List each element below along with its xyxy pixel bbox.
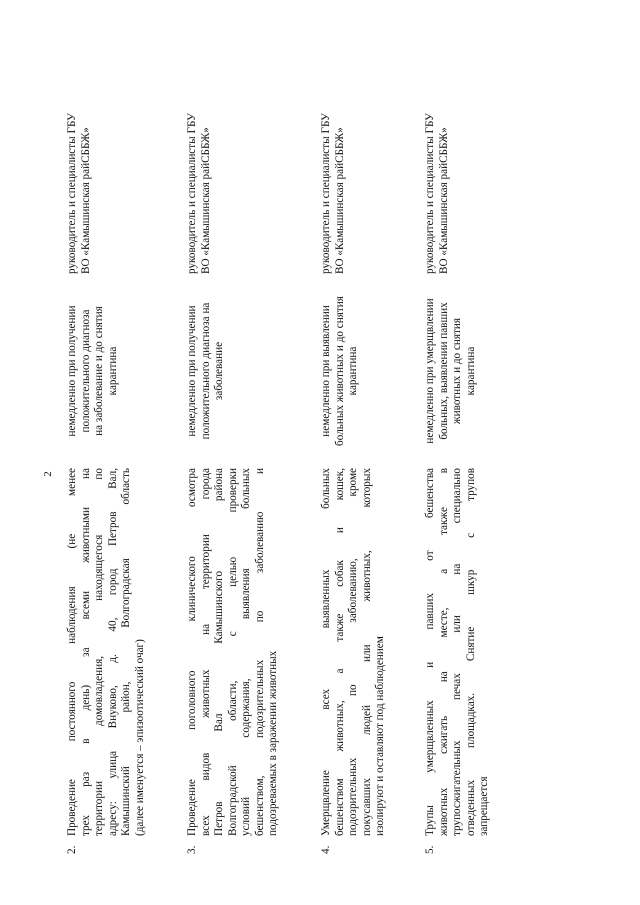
row-number: 2. <box>66 845 78 854</box>
text-line: руководитель и специалисты ГБУ <box>424 113 436 274</box>
text-line: больных, выявлении павших <box>437 302 450 440</box>
row-deadline <box>320 280 361 462</box>
text-line: подозреваемых в заражении животных <box>267 650 279 836</box>
text-line: условий содержания, выявления больных <box>240 468 252 836</box>
row-number: 3. <box>186 845 198 854</box>
text-line: бешенством животных, а также собак и кошек, <box>333 468 346 836</box>
text-line: на заболевание и до снятия <box>93 306 105 436</box>
row-number: 4. <box>320 845 332 854</box>
text-line: положительного диагноза <box>79 309 92 433</box>
text-line: территории домовладения, находящегося по <box>93 468 105 836</box>
row-responsible <box>320 94 347 274</box>
text-line: ВО «Камышинская райСББЖ» <box>437 127 450 274</box>
text-line: покусавших людей или животных, которых <box>360 468 373 836</box>
text-line: Петров Вал Камышинского района <box>213 468 225 836</box>
text-line: больных животных и до снятия <box>333 296 346 446</box>
text-line: положительного диагноза на <box>199 302 212 440</box>
text-line: карантина <box>106 346 119 396</box>
text-line: ВО «Камышинская райСББЖ» <box>79 127 92 274</box>
text-line: Проведение постоянного наблюдения (не менее <box>66 468 78 836</box>
text-line: руководитель и специалисты ГБУ <box>186 113 198 274</box>
row-responsible <box>424 94 451 274</box>
text-line: трех раз в день) за всеми животными на <box>79 468 92 836</box>
text-line: ВО «Камышинская райСББЖ» <box>333 127 346 274</box>
text-line: всех видов животных на территории города <box>199 468 212 836</box>
text-line: Трупы умерщвленных и павших от бешенства <box>424 468 436 836</box>
text-line: изолируют и оставляют под наблюдением <box>374 636 386 836</box>
text-line: (далее именуется – эпизоотический очаг) <box>133 639 146 836</box>
text-line: бешенством, подозрительных по заболеванию и <box>253 468 266 836</box>
row-deadline <box>186 280 227 462</box>
text-line: Проведение поголовного клинического осмотра <box>186 468 198 836</box>
text-line: немедленно при получении <box>186 305 198 437</box>
text-line: карантина <box>347 346 359 396</box>
text-line: запрещается <box>478 776 490 836</box>
row-description <box>186 468 281 836</box>
row-description <box>320 468 388 836</box>
text-line: руководитель и специалисты ГБУ <box>66 113 78 274</box>
row-description <box>66 468 147 836</box>
text-line: животных сжигать на месте, а также в <box>437 468 450 836</box>
text-line: Умерщвление всех выявленных больных <box>320 468 332 836</box>
text-line: адресу: улица Внуково, д. 40, город Петров Вал, <box>106 468 119 836</box>
text-line: отведенных площадках. Снятие шкур с трупов <box>464 468 477 836</box>
row-responsible <box>186 94 213 274</box>
row-description <box>424 468 492 836</box>
text-line: ВО «Камышинская райСББЖ» <box>199 127 212 274</box>
text-line: руководитель и специалисты ГБУ <box>320 113 332 274</box>
row-deadline <box>66 280 120 462</box>
text-line: Камышинский район, Волгоградская область <box>120 468 132 836</box>
row-responsible <box>66 94 93 274</box>
text-line: трупосжигательных печах или на специально <box>451 468 463 836</box>
text-line: заболевание <box>213 341 225 401</box>
text-line: карантина <box>464 346 477 396</box>
page-number: 2 <box>42 471 54 477</box>
text-line: подозрительных по заболеванию, кроме <box>347 468 359 836</box>
rotated-table <box>42 94 520 854</box>
row-deadline <box>424 280 478 462</box>
text-line: животных и до снятия <box>451 317 463 425</box>
text-line: немедленно при получении <box>66 305 78 437</box>
text-line: немедленно при умерщвлении <box>424 298 436 444</box>
text-line: немедленно при выявлении <box>320 305 332 437</box>
text-line: Волгоградской области, с целью проверки <box>226 468 239 836</box>
row-number: 5. <box>424 845 436 854</box>
